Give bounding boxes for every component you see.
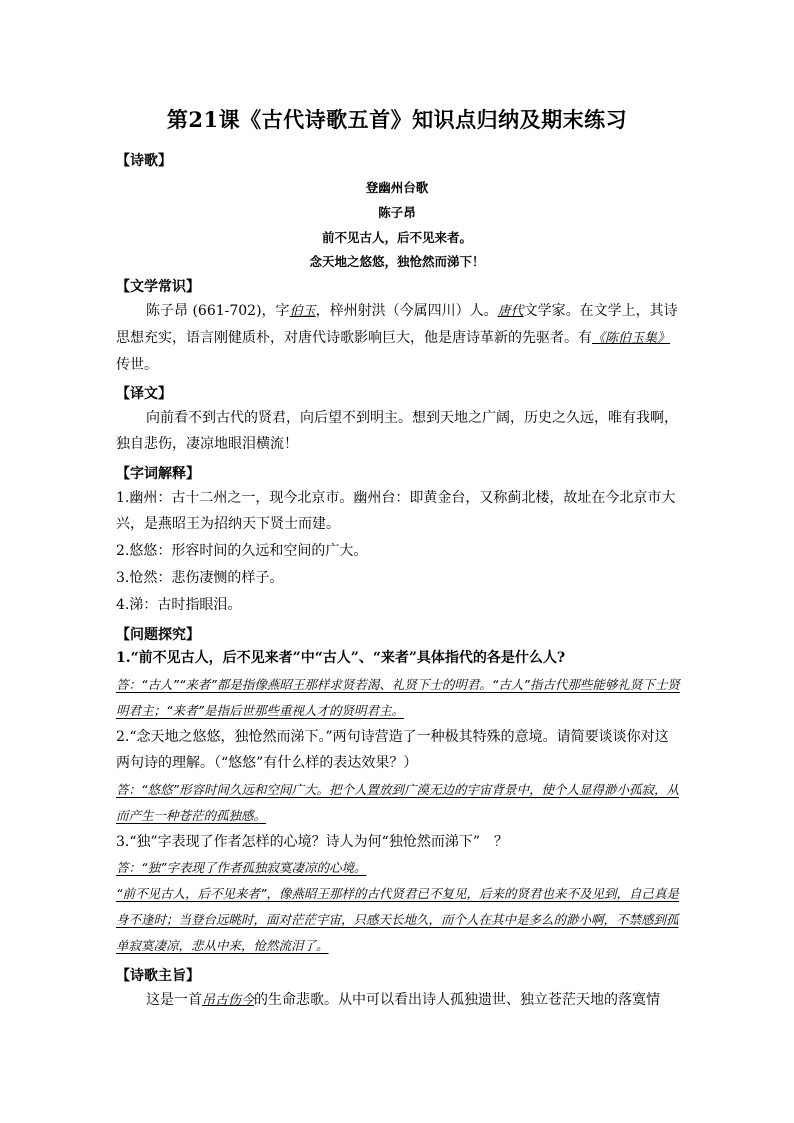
question-3: 3.“独”字表现了作者怎样的心境？诗人为何“独怆然而涕下” ？: [116, 834, 508, 850]
page-title: 第21课《古代诗歌五首》知识点归纳及期末练习: [166, 107, 628, 132]
question-2: 2.“念天地之悠悠，独怆然而涕下。”两句诗营造了一种极其特殊的意境。请简要谈谈你对这两句诗的理解。（“悠悠”有什么样的表达效果？）: [116, 729, 669, 771]
poem-line-1: 前不见古人，后不见来者。: [321, 230, 472, 245]
theme-text-1: 这是一首: [146, 992, 202, 1008]
knowledge-text-4: 传世。: [116, 357, 158, 373]
section-poem-heading: 【诗歌】: [116, 153, 172, 169]
highlight-theme: 吊古伤今: [202, 993, 255, 1008]
section-words-heading: 【字词解释】: [116, 466, 200, 482]
translation-paragraph: 向前看不到古代的贤君，向后望不到明主。想到天地之广阔，历史之久远，唯有我啊，独自悲伤，凄凉地眼泪横流！: [116, 410, 678, 452]
section-knowledge-heading: 【文学常识】: [116, 279, 200, 295]
answer-3-part-2: “前不见古人，后不见来者”，像燕昭王那样的古代贤君已不复见，后来的贤君也来不及见到，自己真是身不逢时；当登台远眺时，面对茫茫宇宙，只感天长地久，而个人在其中是多么的渺小啊，不禁感到孤单寂寞凄凉，悲从中来，怆然流泪了。: [116, 886, 679, 953]
highlight-courtesy-name: 伯玉: [289, 304, 316, 319]
theme-paragraph: [116, 987, 682, 1014]
knowledge-text-2: ，梓州射洪（今属四川）人。: [315, 303, 498, 319]
answer-1: 答：“古人”“来者”都是指像燕昭王那样求贤若渴、礼贤下士的明君。“古人”指古代那些能够礼贤下士贤明君主；“来者”是指后世那些重视人才的贤明君主。: [116, 677, 680, 718]
knowledge-text-1: 陈子昂 (661-702)，字: [146, 303, 290, 319]
section-theme-heading: 【诗歌主旨】: [116, 968, 200, 984]
knowledge-paragraph: [116, 298, 682, 378]
word-item-4: 4.涕：古时指眼泪。: [116, 597, 242, 613]
question-1: 1.“前不见古人，后不见来者”中“古人”、“来者”具体指代的各是什么人?: [116, 650, 566, 666]
poem-line-2: 念天地之悠悠，独怆然而涕下！: [309, 254, 485, 269]
word-item-2: 2.悠悠：形容时间的久远和空间的广大。: [116, 543, 368, 559]
knowledge-text-3: 文学家。在文学上，其诗思想充实，语言刚健质朴，对唐代诗歌影响巨大，他是唐诗革新的先驱者。有: [116, 303, 678, 346]
answer-3-part-1: 答：“独”字表现了作者孤独寂寞凄凉的心境。: [116, 860, 367, 875]
highlight-collection: 《陈伯玉集》: [592, 331, 671, 346]
theme-text-2: 的生命悲歌。从中可以看出诗人孤独遗世、独立苍茫天地的落寞情: [254, 992, 661, 1008]
section-translation-heading: 【译文】: [116, 386, 172, 402]
answer-2: 答：“悠悠”形容时间久远和空间广大。把个人置放到广漠无边的宇宙背景中，使个人显得渺小孤寂，从而产生一种苍茫的孤独感。: [116, 782, 679, 823]
highlight-dynasty: 唐代: [497, 304, 524, 319]
word-item-3: 3.怆然：悲伤凄恻的样子。: [116, 570, 284, 586]
word-item-1: 1.幽州：古十二州之一，现今北京市。幽州台：即黄金台，又称蓟北楼，故址在今北京市大兴，是燕昭王为招纳天下贤士而建。: [116, 490, 676, 532]
section-questions-heading: 【问题探究】: [116, 627, 200, 643]
poem-title: 登幽州台歌: [365, 180, 429, 195]
poem-author: 陈子昂: [378, 205, 416, 220]
